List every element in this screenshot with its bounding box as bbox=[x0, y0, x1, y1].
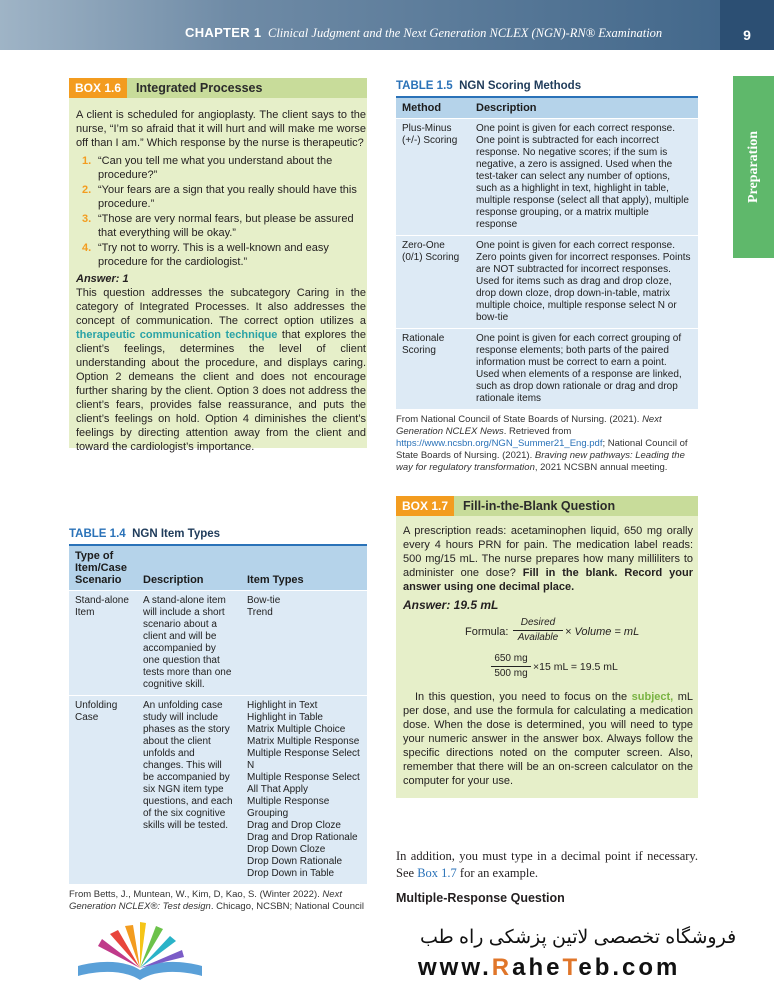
table-header-row bbox=[396, 98, 698, 119]
section-side-tab bbox=[733, 76, 774, 258]
table-item-types bbox=[69, 528, 367, 925]
column-header: Item Types bbox=[241, 546, 367, 591]
column-header: Type of Item/Case Scenario bbox=[69, 546, 137, 591]
scoring-table bbox=[396, 98, 698, 409]
table-row bbox=[396, 236, 698, 329]
method-cell: Zero-One (0/1) Scoring bbox=[396, 236, 470, 329]
shop-name: فروشگاه تخصصی لاتین پزشکی راه طب bbox=[420, 927, 737, 948]
calculation: 650 mg 500 mg ×15 mL = 19.5 mL bbox=[491, 652, 693, 682]
table-source: From National Council of State Boards of Nursing. (2021). Next Generation NCLEX News. Retrieved from https://www.ncsbn.org/NGN_Summer21_Eng.pdf; National Council of State Boards of Nursing. (2021). Braving new pathways: Leading the way for regulatory transformation, 2021 NCSBN annual meeting. bbox=[396, 414, 688, 473]
option-item: 3. “Those are very normal fears, but please be assured that everything will be okay.” bbox=[82, 213, 354, 239]
table-caption: TABLE 1.4 NGN Item Types bbox=[69, 528, 367, 546]
method-cell: Rationale Scoring bbox=[396, 329, 470, 410]
column-header: Description bbox=[137, 546, 241, 591]
section-heading: Multiple-Response Question bbox=[396, 891, 565, 905]
table-row bbox=[69, 591, 367, 696]
type-cell: Stand-alone Item bbox=[69, 591, 137, 696]
item-types-table bbox=[69, 546, 367, 884]
method-cell: Plus-Minus (+/-) Scoring bbox=[396, 119, 470, 236]
answer-options bbox=[76, 154, 366, 269]
table-row bbox=[396, 119, 698, 236]
body-paragraph: In addition, you must type in a decimal point if necessary. See Box 1.7 for an example. bbox=[396, 849, 698, 880]
option-item: 4. “Try not to worry. This is a well-known and easy procedure for the cardiologist.” bbox=[82, 242, 329, 268]
chapter-title: Clinical Judgment and the Next Generation NCLEX (NGN)-RN® Examination bbox=[268, 26, 663, 40]
rationale-text: This question addresses the subcategory Caring in the category of Integrated Processes. It also addresses the concept of communication. The correct option utilizes a therapeutic communication technique that explores the client’s feelings, determines the level of client understanding about the procedure, and displays caring. Option 2 demeans the client and does not encourage further sharing by the client. Option 3 does not address the client’s fears, provides false reassurance, and puts the client’s feelings on hold. Option 4 diminishes the client’s feelings by directing attention away from the client and toward the cardiologist’s importance. bbox=[76, 287, 367, 453]
answer-label: Answer: 19.5 mL bbox=[403, 598, 499, 612]
column-header: Description bbox=[470, 98, 698, 119]
concept-link[interactable]: therapeutic communication technique bbox=[76, 329, 278, 341]
chapter-label: CHAPTER 1 bbox=[185, 25, 262, 40]
page-number: 9 bbox=[720, 0, 774, 50]
box-fill-in-blank bbox=[396, 496, 698, 798]
table-row bbox=[69, 696, 367, 885]
question-text: A prescription reads: acetaminophen liquid, 650 mg orally every 4 hours PRN for pain. The medication label reads: 500 mg/15 mL. The nurse prepares how many milliliters to administer one dose? Fill in the blank. Record your answer using one decimal place. bbox=[403, 525, 694, 593]
description-cell: One point is given for each correct response. Zero points given for incorrect responses. Points are NOT subtracted for incorrect responses. Used for items such as drag and drop cloze, drop down cloze, drop down-in-table, matrix multiple choice, multiple response select N or bow-tie bbox=[470, 236, 698, 329]
box-number: BOX 1.7 bbox=[396, 496, 454, 516]
type-cell: Unfolding Case bbox=[69, 696, 137, 885]
question-text: A client is scheduled for angioplasty. The client says to the nurse, “I’m so afraid that it will hurt and will make me worse off than I am.” Which response by the nurse is therapeutic? bbox=[76, 109, 366, 149]
box-content bbox=[76, 108, 366, 454]
box-integrated-processes bbox=[69, 78, 367, 453]
rationale-text: In this question, you need to focus on the subject, mL per dose, and use the formula for calculating a medication dose. When the dose is determined, you will need to type your numeric answer in the answer box. Always follow the specific directions noted on the computer screen. Also, remember that there will be an on-screen calculator on the computer for your use. bbox=[403, 691, 693, 787]
answer-label: Answer: 1 bbox=[76, 273, 129, 285]
description-cell: One point is given for each correct response. One point is subtracted for each incorrect response. No negative scores; if the sum is negative, a zero is assigned. Used when the test-taker can select any number of options, such as a highlight in text, highlight in table, multiple response (select all that apply), multiple response grouping, or a matrix multiple response bbox=[470, 119, 698, 236]
option-item: 2. “Your fears are a sign that you really should have this procedure.” bbox=[82, 184, 357, 210]
table-row bbox=[396, 329, 698, 410]
item-types-cell: Bow-tie Trend bbox=[241, 591, 367, 696]
box-content bbox=[403, 524, 693, 788]
formula: Formula: Desired Available × Volume = mL bbox=[465, 617, 640, 643]
box-number: BOX 1.6 bbox=[69, 78, 127, 98]
option-item: 1. “Can you tell me what you understand about the procedure?” bbox=[82, 155, 333, 181]
description-cell: A stand-alone item will include a short scenario about a client and will be accompanied by one question that tests more than one cognitive skill. bbox=[137, 591, 241, 696]
box-title: Fill-in-the-Blank Question bbox=[463, 499, 616, 513]
column-header: Method bbox=[396, 98, 470, 119]
side-tab-label: Preparation bbox=[745, 130, 761, 204]
table-caption: TABLE 1.5 NGN Scoring Methods bbox=[396, 80, 698, 98]
book-logo-icon bbox=[70, 920, 210, 986]
item-types-cell: Highlight in Text Highlight in Table Matrix Multiple Choice Matrix Multiple Response Multiple Response Select N Multiple Response Select All That Apply Multiple Response Grouping Drag and Drop Cloze Drag and Drop Rationale Drop Down Cloze Drop Down Rationale Drop Down in Table bbox=[241, 696, 367, 885]
table-header-row bbox=[69, 546, 367, 591]
box-title: Integrated Processes bbox=[136, 81, 263, 95]
table-source: From Betts, J., Muntean, W., Kim, D, Kao, S. (Winter 2022). Next Generation NCLEX®: Test design. Chicago, NCSBN; National Council bbox=[69, 889, 364, 912]
page-header bbox=[0, 0, 774, 50]
description-cell: An unfolding case study will include phases as the story about the client unfolds and changes. This will be accompanied by six NGN item type questions, and each of the six cognitive skills will be tested. bbox=[137, 696, 241, 885]
table-scoring-methods bbox=[396, 80, 698, 474]
source-link[interactable]: https://www.ncsbn.org/NGN_Summer21_Eng.pdf bbox=[396, 438, 603, 449]
concept-link[interactable]: subject, bbox=[631, 691, 674, 703]
website-url[interactable]: www.RaheTeb.com bbox=[418, 954, 681, 981]
box-reference-link[interactable]: Box 1.7 bbox=[417, 866, 457, 880]
description-cell: One point is given for each correct grouping of response elements; both parts of the paired information must be correct to earn a point. Used when elements of a response are linked, such as drop down rationale or drag and drop rationale items bbox=[470, 329, 698, 410]
